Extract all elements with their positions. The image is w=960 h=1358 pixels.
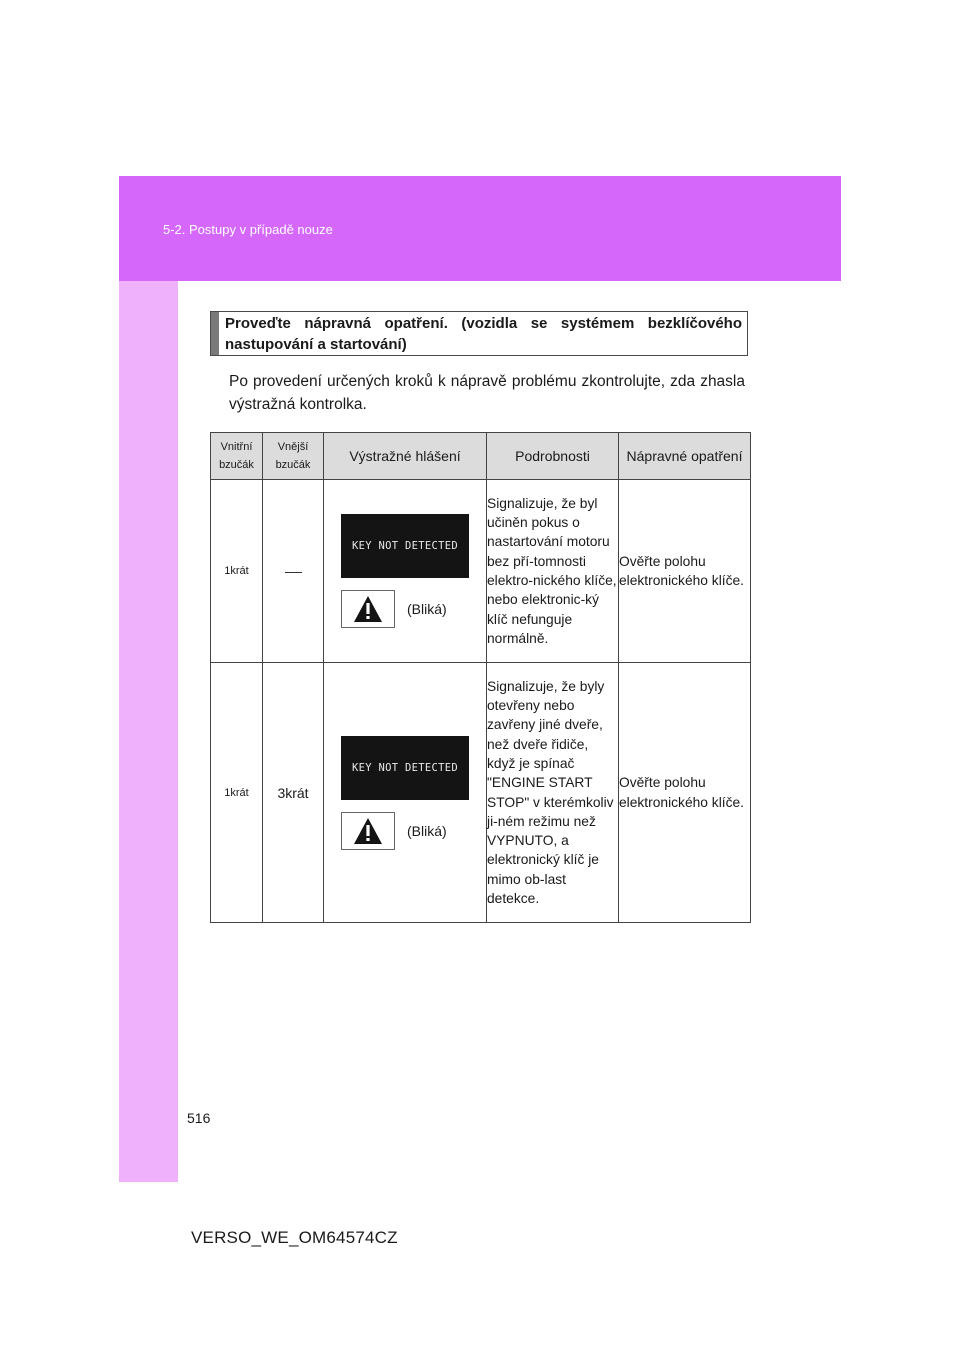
section-breadcrumb: 5-2. Postupy v případě nouze: [163, 222, 333, 237]
side-band: [119, 281, 178, 1182]
details-cell: Signalizuje, že byl učiněn pokus o nastartování motoru bez pří-tomnosti elektro-nického klíče, nebo elektronic-ký klíč nefunguje normálně.: [487, 480, 619, 663]
blink-label: (Bliká): [407, 601, 447, 617]
action-cell: Ověřte polohu elektronického klíče.: [619, 480, 751, 663]
warning-table: [210, 432, 751, 923]
header-action: Nápravné opatření: [619, 433, 751, 480]
outer-buzzer-cell: 3krát: [263, 663, 324, 923]
header-outer-buzzer: Vnější bzučák: [263, 433, 324, 480]
header-inner-buzzer: Vnitřní bzučák: [211, 433, 263, 480]
table-row: [211, 480, 751, 663]
warning-triangle-icon: [341, 590, 395, 628]
outer-buzzer-cell: [263, 480, 324, 663]
footer-code: VERSO_WE_OM64574CZ: [191, 1228, 398, 1247]
multi-info-display: KEY NOT DETECTED: [341, 514, 469, 578]
warning-triangle-icon: [341, 812, 395, 850]
warning-message-cell: [324, 663, 487, 923]
section-heading: Proveďte nápravná opatření. (vozidla se systémem bezklíčového nastupování a startování): [225, 315, 742, 353]
page-number: 516: [187, 1110, 211, 1126]
intro-paragraph: Po provedení určených kroků k nápravě problému zkontrolujte, zda zhasla výstražná kontrolka.: [229, 373, 745, 413]
table-row: [211, 663, 751, 923]
action-cell: Ověřte polohu elektronického klíče.: [619, 663, 751, 923]
none-dash: [285, 572, 302, 573]
details-cell: Signalizuje, že byly otevřeny nebo zavřeny jiné dveře, než dveře řidiče, když je spínač "ENGINE START STOP" v kterémkoliv ji-ném režimu než VYPNUTO, a elektronický klíč je mimo ob-last detekce.: [487, 663, 619, 923]
table-header-row: [211, 433, 751, 480]
warning-message-cell: [324, 480, 487, 663]
section-heading-box: [210, 311, 748, 356]
inner-buzzer-cell: 1krát: [211, 480, 263, 663]
multi-info-display: KEY NOT DETECTED: [341, 736, 469, 800]
header-warning-message: Výstražné hlášení: [324, 433, 487, 480]
inner-buzzer-cell: 1krát: [211, 663, 263, 923]
header-details: Podrobnosti: [487, 433, 619, 480]
section-heading-bar: [211, 312, 219, 355]
blink-label: (Bliká): [407, 822, 447, 839]
